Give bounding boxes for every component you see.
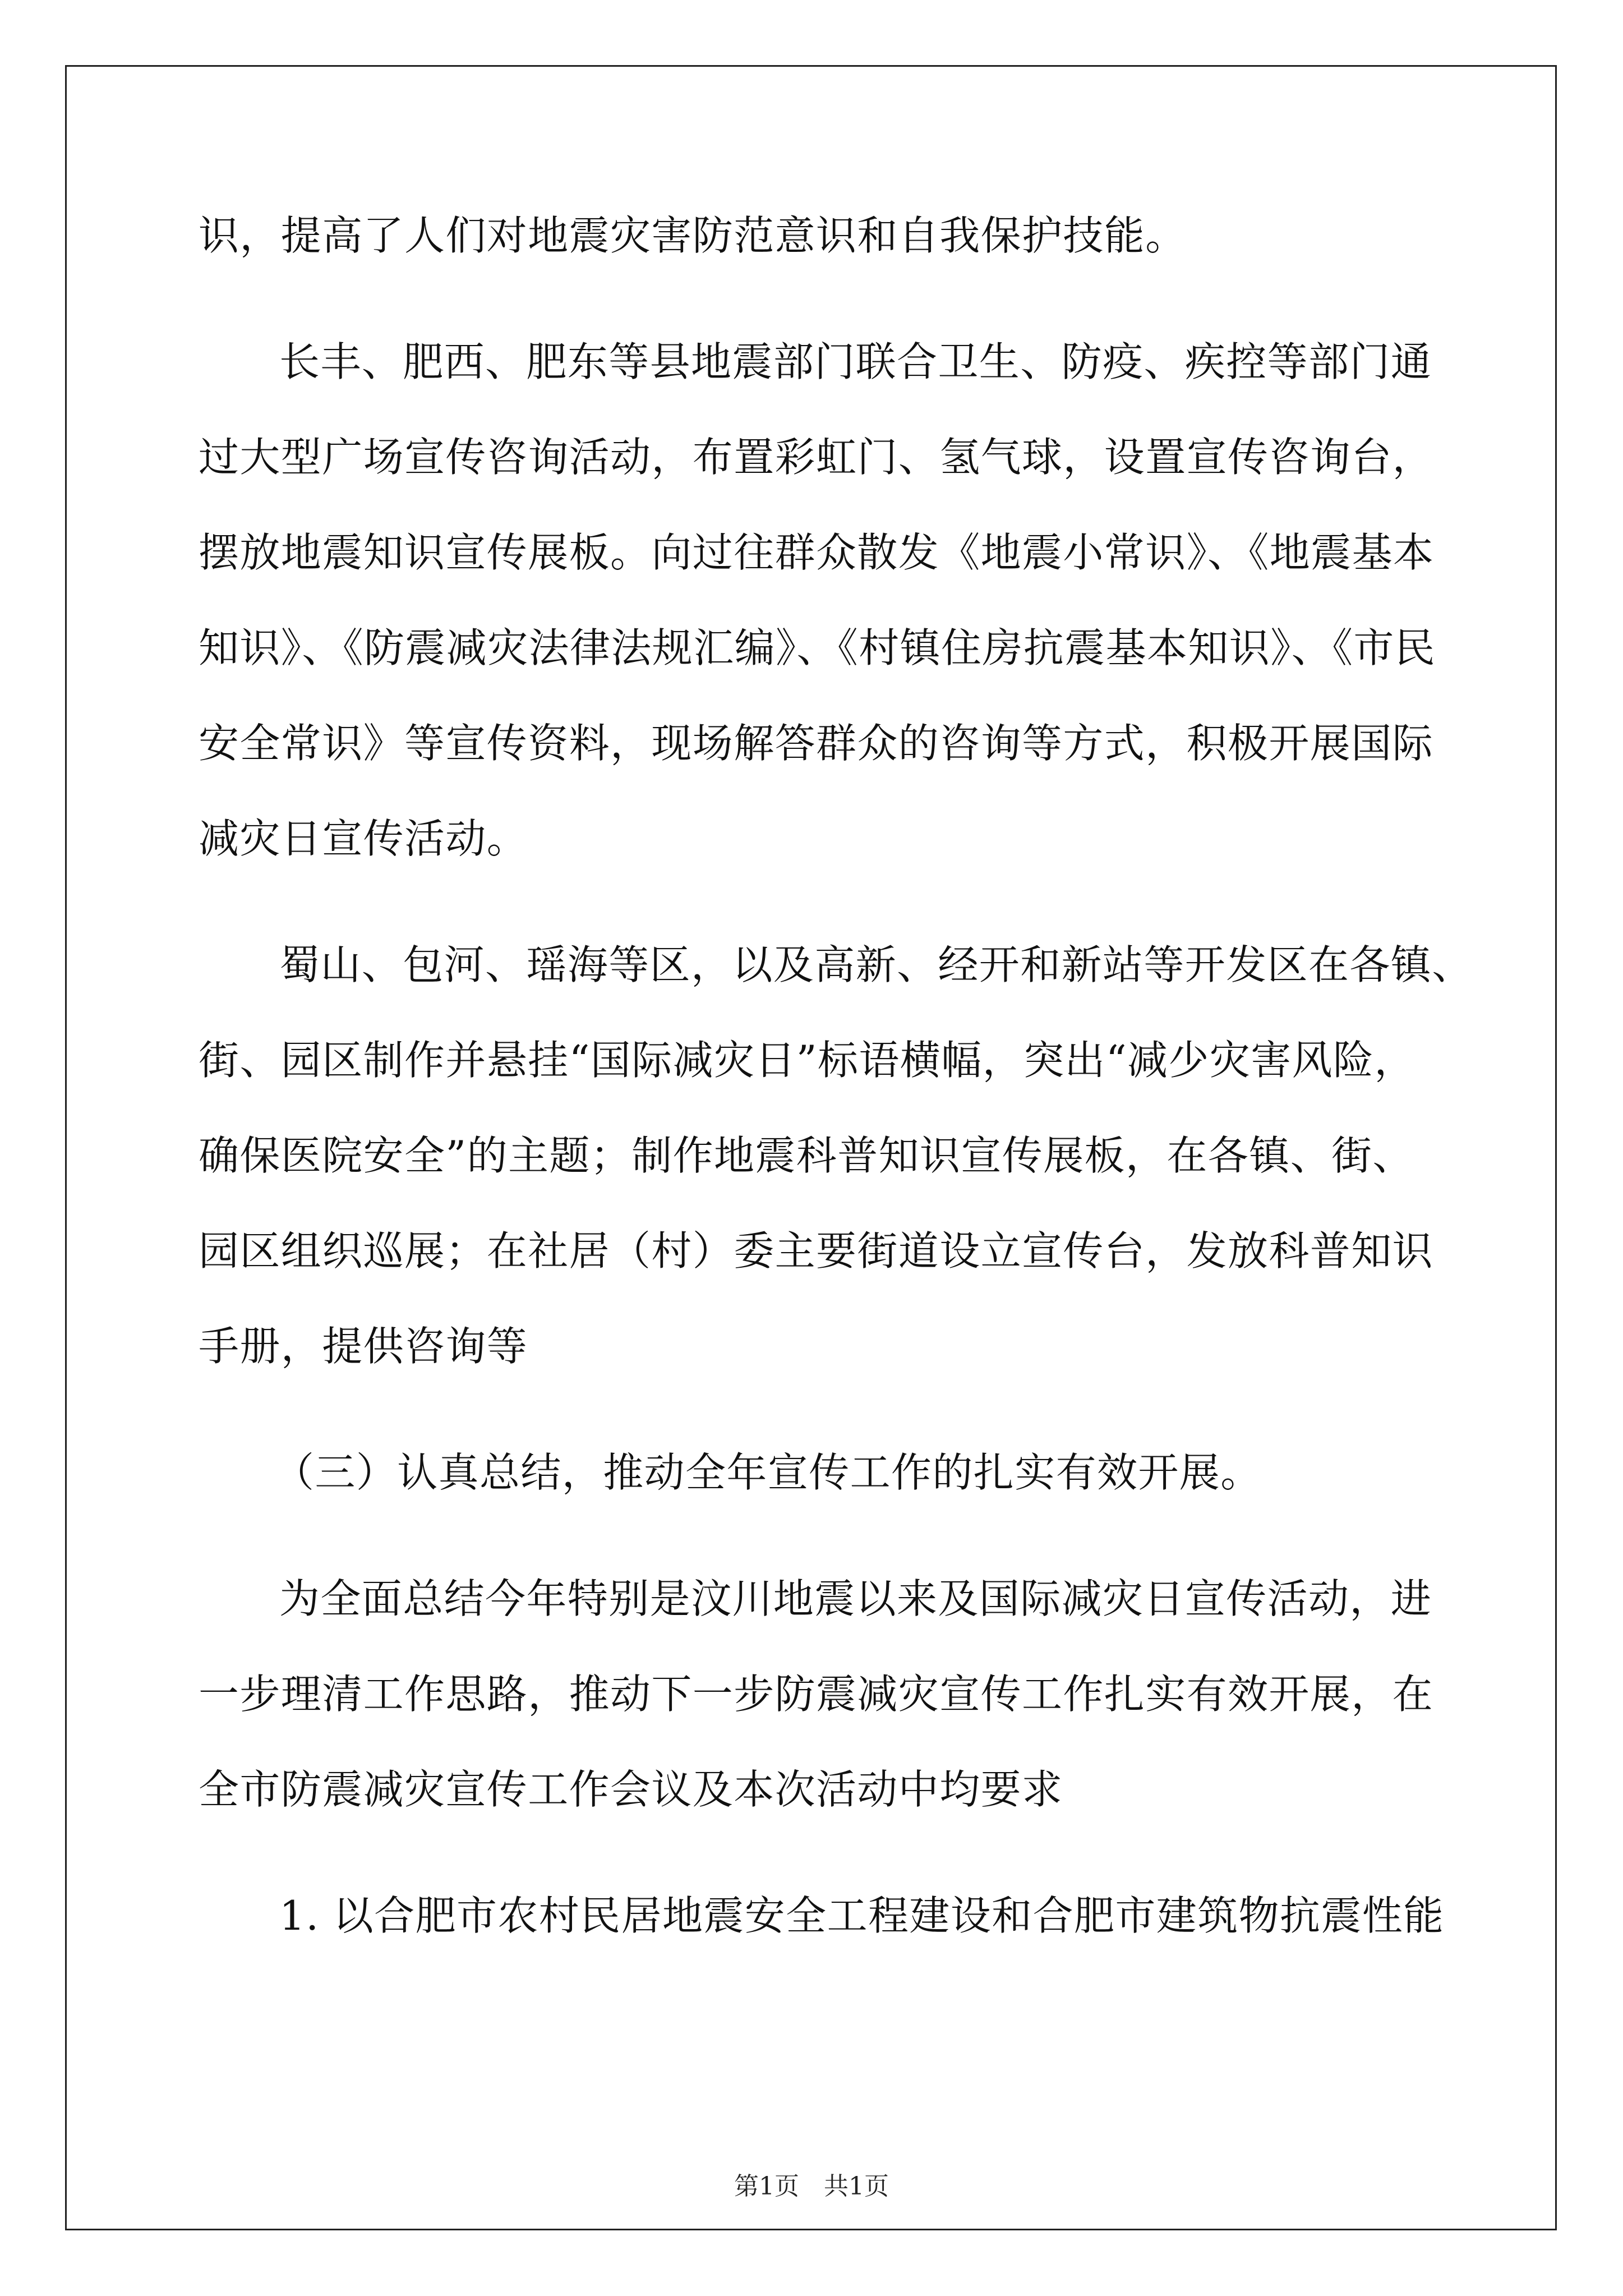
page-footer: 第1页 共1页	[734, 2172, 889, 2201]
text-line: 摆放地震知识宣传展板。向过往群众散发《地震小常识》、《地震基本	[199, 529, 1435, 576]
text-line: 手册，提供咨询等	[199, 1323, 528, 1370]
text-line: 知识》、《防震减灾法律法规汇编》、《村镇住房抗震基本知识》、《市民	[199, 624, 1436, 671]
list-item-line: 1. 以合肥市农村民居地震安全工程建设和合肥市建筑物抗震性能	[279, 1892, 1445, 1939]
text-line: 园区组织巡展；在社居（村）委主要街道设立宣传台，发放科普知识	[199, 1227, 1434, 1274]
text-line: 一步理清工作思路，推动下一步防震减灾宣传工作扎实有效开展，在	[199, 1671, 1434, 1718]
text-line: 减灾日宣传活动。	[199, 815, 528, 862]
text-line: 街、园区制作并悬挂“国际减灾日”标语横幅，突出“减少灾害风险，	[199, 1037, 1415, 1084]
paragraph-line: 长丰、肥西、肥东等县地震部门联合卫生、防疫、疾控等部门通	[279, 338, 1432, 385]
paragraph-line: 蜀山、包河、瑶海等区，以及高新、经开和新站等开发区在各镇、	[279, 941, 1473, 988]
paragraph-line: 为全面总结今年特别是汶川地震以来及国际减灾日宣传活动，进	[279, 1575, 1432, 1622]
text-line: 确保医院安全”的主题；制作地震科普知识宣传展板，在各镇、街、	[199, 1132, 1414, 1179]
text-line: 识，提高了人们对地震灾害防范意识和自我保护技能。	[199, 212, 1187, 259]
text-line: 安全常识》等宣传资料，现场解答群众的咨询等方式，积极开展国际	[199, 720, 1434, 767]
section-heading: （三）认真总结，推动全年宣传工作的扎实有效开展。	[274, 1449, 1262, 1496]
text-line: 全市防震减灾宣传工作会议及本次活动中均要求	[199, 1766, 1063, 1813]
text-line: 过大型广场宣传咨询活动，布置彩虹门、氢气球，设置宣传咨询台，	[199, 434, 1434, 481]
